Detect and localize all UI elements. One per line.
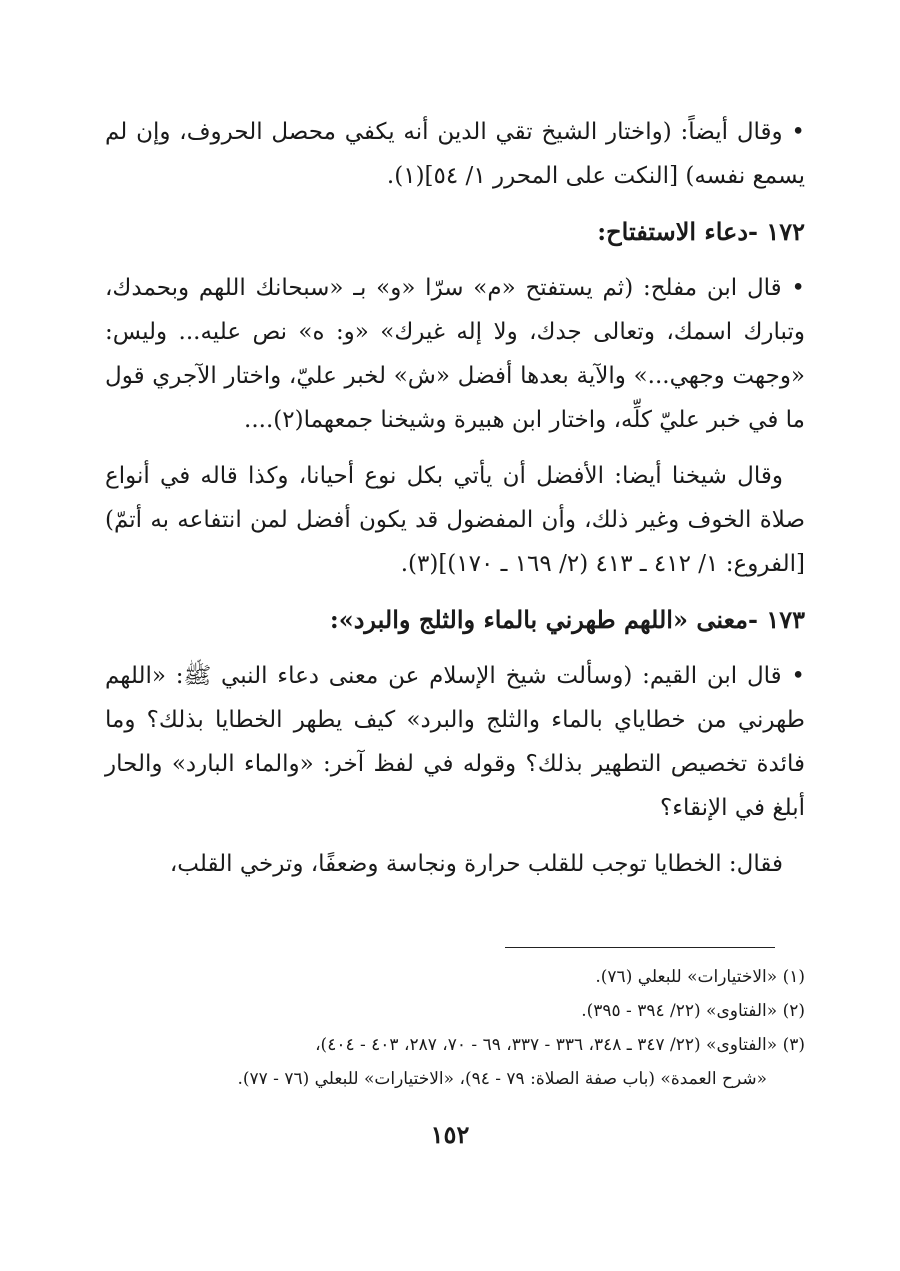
section-heading-173: ١٧٣ -معنى «اللهم طهرني بالماء والثلج والبرد»: [329, 605, 805, 634]
footnote-3: (٣) «الفتاوى» (٢٢/ ٣٤٧ ـ ٣٤٨، ٣٣٦ - ٣٣٧، ٦٩ - ٧٠، ٢٨٧، ٤٠٣ - ٤٠٤)، [315, 1035, 805, 1055]
footnotes [105, 960, 805, 1096]
footnote-2: (٢) «الفتاوى» (٢٢/ ٣٩٤ - ٣٩٥). [581, 1001, 805, 1021]
paragraph-answer: فقال: الخطايا توجب للقلب حرارة ونجاسة وضعفًا، وترخي القلب، [169, 851, 783, 877]
footnote-3-continued: «شرح العمدة» (باب صفة الصلاة: ٧٩ - ٩٤)، «الاختيارات» للبعلي (٧٦ - ٧٧). [237, 1069, 767, 1089]
paragraph-ibn-muflih: • قال ابن مفلح: (ثم يستفتح «م» سرّا «و» بـ «سبحانك اللهم وبحمدك، وتبارك اسمك، وتعالى جدك، ولا إله غيرك» «و: ه» نص عليه... وليس: «وجهت وجهي...» والآية بعدها أفضل «ش» لخبر عليّ، واختار الآجري قول ما في خبر عليّ كلِّه، واختار ابن هبيرة وشيخنا جمعهما(٢).... [105, 275, 805, 433]
page-body [105, 110, 805, 898]
paragraph-shaykhuna: وقال شيخنا أيضا: الأفضل أن يأتي بكل نوع أحيانا، وكذا قاله في أنواع صلاة الخوف وغير ذلك، وأن المفضول قد يكون أفضل لمن انتفاعه به أتمّ) [الفروع: ١/ ٤١٢ ـ ٤١٣ (٢/ ١٦٩ ـ ١٧٠)](٣). [105, 463, 805, 577]
footnote-separator [505, 947, 775, 948]
section-heading-172: ١٧٢ -دعاء الاستفتاح: [597, 217, 805, 246]
paragraph-tajwid-choice: • وقال أيضاً: (واختار الشيخ تقي الدين أنه يكفي محصل الحروف، وإن لم يسمع نفسه) [النكت على المحرر ١/ ٥٤](١). [105, 119, 805, 189]
paragraph-ibn-qayyim: • قال ابن القيم: (وسألت شيخ الإسلام عن معنى دعاء النبي ﷺ: «اللهم طهرني من خطاياي بالماء والثلج والبرد» كيف يطهر الخطايا بذلك؟ وما فائدة تخصيص التطهير بذلك؟ وقوله في لفظ آخر: «والماء البارد» والحار أبلغ في الإنقاء؟ [105, 663, 805, 821]
page-number: ١٥٢ [430, 1120, 470, 1149]
footnote-1: (١) «الاختيارات» للبعلي (٧٦). [595, 967, 805, 987]
